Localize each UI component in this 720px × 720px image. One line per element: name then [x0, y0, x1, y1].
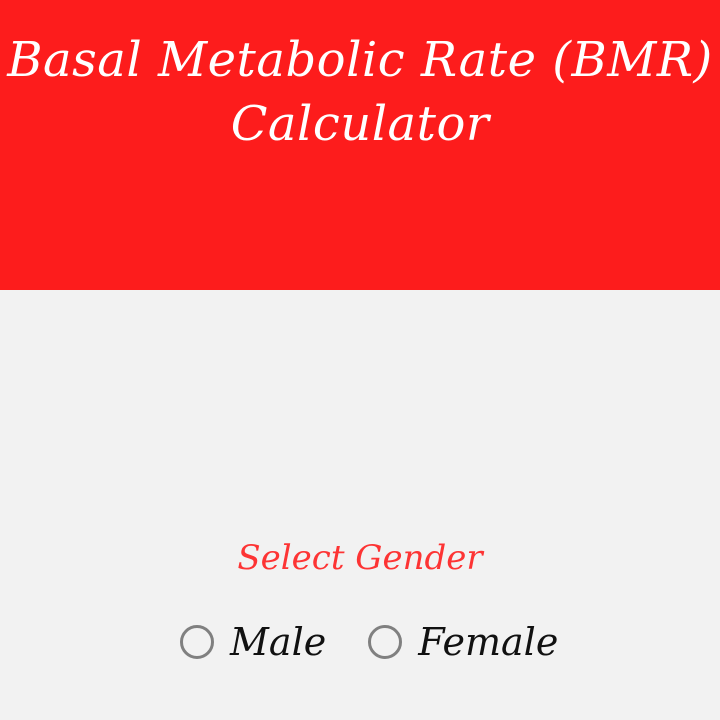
gender-radio-group	[180, 618, 558, 666]
title-line-1: Basal Metabolic Rate (BMR)	[7, 32, 713, 88]
male-radio-label[interactable]: Male	[230, 620, 327, 664]
female-radio-option[interactable]	[368, 618, 558, 666]
female-radio-button[interactable]	[368, 625, 402, 659]
male-radio-button[interactable]	[180, 625, 214, 659]
female-radio-label[interactable]: Female	[418, 620, 559, 664]
page-title	[0, 28, 720, 156]
select-gender-label: Select Gender	[237, 538, 483, 578]
app-header	[0, 0, 720, 290]
male-radio-option[interactable]	[180, 618, 326, 666]
title-line-2: Calculator	[230, 96, 490, 152]
